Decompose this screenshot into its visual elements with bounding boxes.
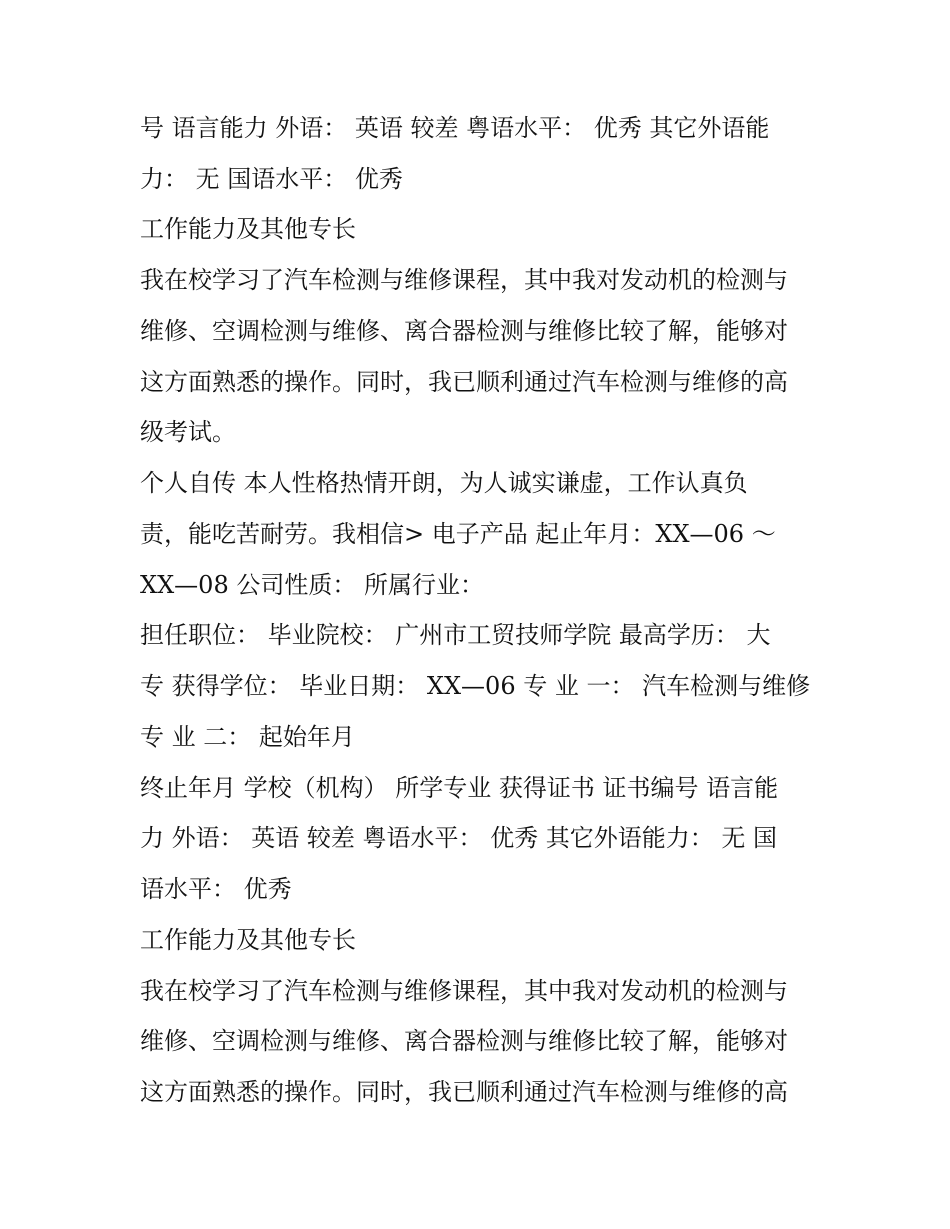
text-line: 号 语言能力 外语： 英语 较差 粤语水平： 优秀 其它外语能 [140,114,770,142]
section-heading: 工作能力及其他专长 [140,926,356,954]
text-line: 终止年月 学校（机构） 所学专业 获得证书 证书编号 语言能 [140,774,779,802]
text-line: 语水平： 优秀 [140,875,292,903]
text-line: 这方面熟悉的操作。同时，我已顺利通过汽车检测与维修的高 [140,1078,788,1106]
text-line: XX—08 公司性质： 所属行业： [140,571,484,599]
section-heading: 工作能力及其他专长 [140,215,356,243]
text-line: 这方面熟悉的操作。同时，我已顺利通过汽车检测与维修的高 [140,368,788,396]
text-line: 级考试。 [140,418,236,446]
text-line: 我在校学习了汽车检测与维修课程，其中我对发动机的检测与 [140,266,788,294]
text-line: 个人自传 本人性格热情开朗，为人诚实谦虚，工作认真负 [140,469,748,497]
text-line: 维修、空调检测与维修、离合器检测与维修比较了解，能够对 [140,317,788,345]
text-line: 维修、空调检测与维修、离合器检测与维修比较了解，能够对 [140,1027,788,1055]
text-line: 担任职位： 毕业院校： 广州市工贸技师学院 最高学历： 大 [140,621,771,649]
text-line: 专 业 二： 起始年月 [140,723,355,751]
text-line: 责，能吃苦耐劳。我相信> 电子产品 起止年月：XX—06 ～ [140,520,776,548]
text-line: 力： 无 国语水平： 优秀 [140,165,403,193]
text-line: 力 外语： 英语 较差 粤语水平： 优秀 其它外语能力： 无 国 [140,824,778,852]
text-line: 专 获得学位： 毕业日期： XX—06 专 业 一： 汽车检测与维修 [140,672,811,700]
text-line: 我在校学习了汽车检测与维修课程，其中我对发动机的检测与 [140,977,788,1005]
